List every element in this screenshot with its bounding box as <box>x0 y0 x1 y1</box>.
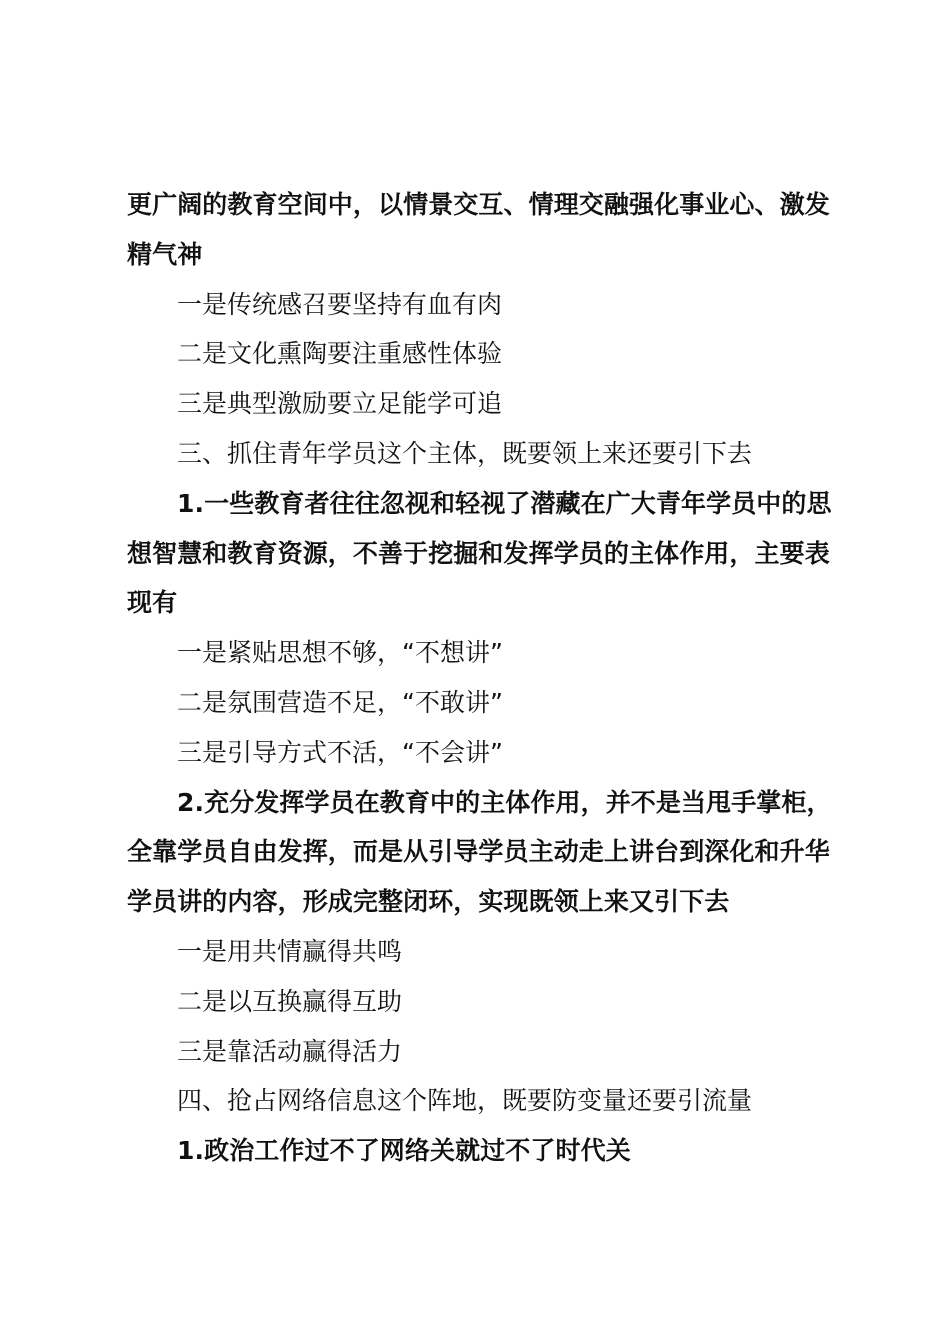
list-item: 一是传统感召要坚持有血有肉 <box>177 289 503 319</box>
bold-paragraph: 2.充分发挥学员在教育中的主体作用，并不是当甩手掌柜，全靠学员自由发挥，而是从引导学员主动走上讲台到深化和升华学员讲的内容，形成完整闭环，实现既领上来又引下去 <box>127 787 832 917</box>
bold-paragraph: 1.政治工作过不了网络关就过不了时代关 <box>177 1136 631 1166</box>
list-item: 二是文化熏陶要注重感性体验 <box>177 339 503 369</box>
section-heading: 四、抢占网络信息这个阵地，既要防变量还要引流量 <box>177 1086 753 1116</box>
bold-paragraph: 1.一些教育者往往忽视和轻视了潜藏在广大青年学员中的思想智慧和教育资源，不善于挖掘和发挥学员的主体作用，主要表现有 <box>127 488 832 618</box>
list-item: 三是典型激励要立足能学可追 <box>177 389 503 419</box>
list-item: 一是用共情赢得共鸣 <box>177 936 403 966</box>
bold-paragraph: 更广阔的教育空间中，以情景交互、情理交融强化事业心、激发精气神 <box>127 190 830 269</box>
document-body <box>127 180 839 1176</box>
list-item: 一是紧贴思想不够，“不想讲” <box>177 638 503 668</box>
list-item: 二是以互换赢得互助 <box>177 986 403 1016</box>
list-item: 三是引导方式不活，“不会讲” <box>177 737 503 767</box>
list-item: 二是氛围营造不足，“不敢讲” <box>177 687 503 717</box>
list-item: 三是靠活动赢得活力 <box>177 1036 403 1066</box>
section-heading: 三、抓住青年学员这个主体，既要领上来还要引下去 <box>177 438 753 468</box>
